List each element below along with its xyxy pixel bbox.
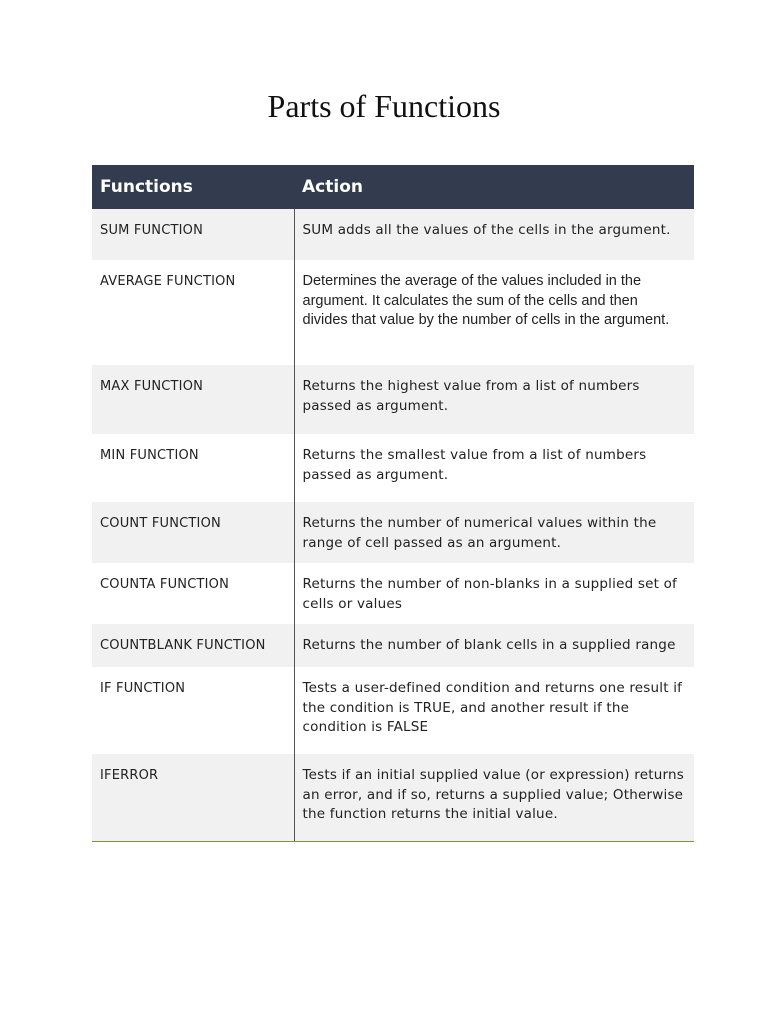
function-action: Returns the highest value from a list of numbers passed as argument.	[294, 365, 694, 434]
function-name: COUNTA FUNCTION	[92, 563, 294, 624]
table-row	[92, 754, 694, 841]
function-action: Returns the smallest value from a list of numbers passed as argument.	[294, 434, 694, 502]
function-name: IF FUNCTION	[92, 667, 294, 754]
table-row	[92, 260, 694, 365]
function-name: AVERAGE FUNCTION	[92, 260, 294, 365]
function-name: IFERROR	[92, 754, 294, 841]
table-row	[92, 563, 694, 624]
header-functions: Functions	[92, 165, 294, 209]
page-title: Parts of Functions	[267, 88, 501, 124]
table-row	[92, 667, 694, 754]
function-name: MIN FUNCTION	[92, 434, 294, 502]
function-action: Returns the number of numerical values within the range of cell passed as an argument.	[294, 502, 694, 563]
table-row	[92, 624, 694, 667]
table-header-row	[92, 165, 694, 209]
function-action: Returns the number of non-blanks in a supplied set of cells or values	[294, 563, 694, 624]
function-action: Returns the number of blank cells in a supplied range	[294, 624, 694, 667]
function-name: SUM FUNCTION	[92, 209, 294, 260]
function-action: Tests if an initial supplied value (or expression) returns an error, and if so, returns a supplied value; Otherwise the function returns the initial value.	[294, 754, 694, 841]
table-row	[92, 365, 694, 434]
function-name: COUNT FUNCTION	[92, 502, 294, 563]
header-action: Action	[294, 165, 694, 209]
function-action: SUM adds all the values of the cells in the argument.	[294, 209, 694, 260]
functions-table	[92, 165, 694, 841]
functions-table-container	[92, 165, 694, 842]
table-row	[92, 502, 694, 563]
function-action: Tests a user-defined condition and returns one result if the condition is TRUE, and another result if the condition is FALSE	[294, 667, 694, 754]
function-action: Determines the average of the values included in the argument. It calculates the sum of the cells and then divides that value by the number of cells in the argument.	[294, 260, 694, 365]
table-row	[92, 209, 694, 260]
function-name: MAX FUNCTION	[92, 365, 294, 434]
function-name: COUNTBLANK FUNCTION	[92, 624, 294, 667]
table-row	[92, 434, 694, 502]
